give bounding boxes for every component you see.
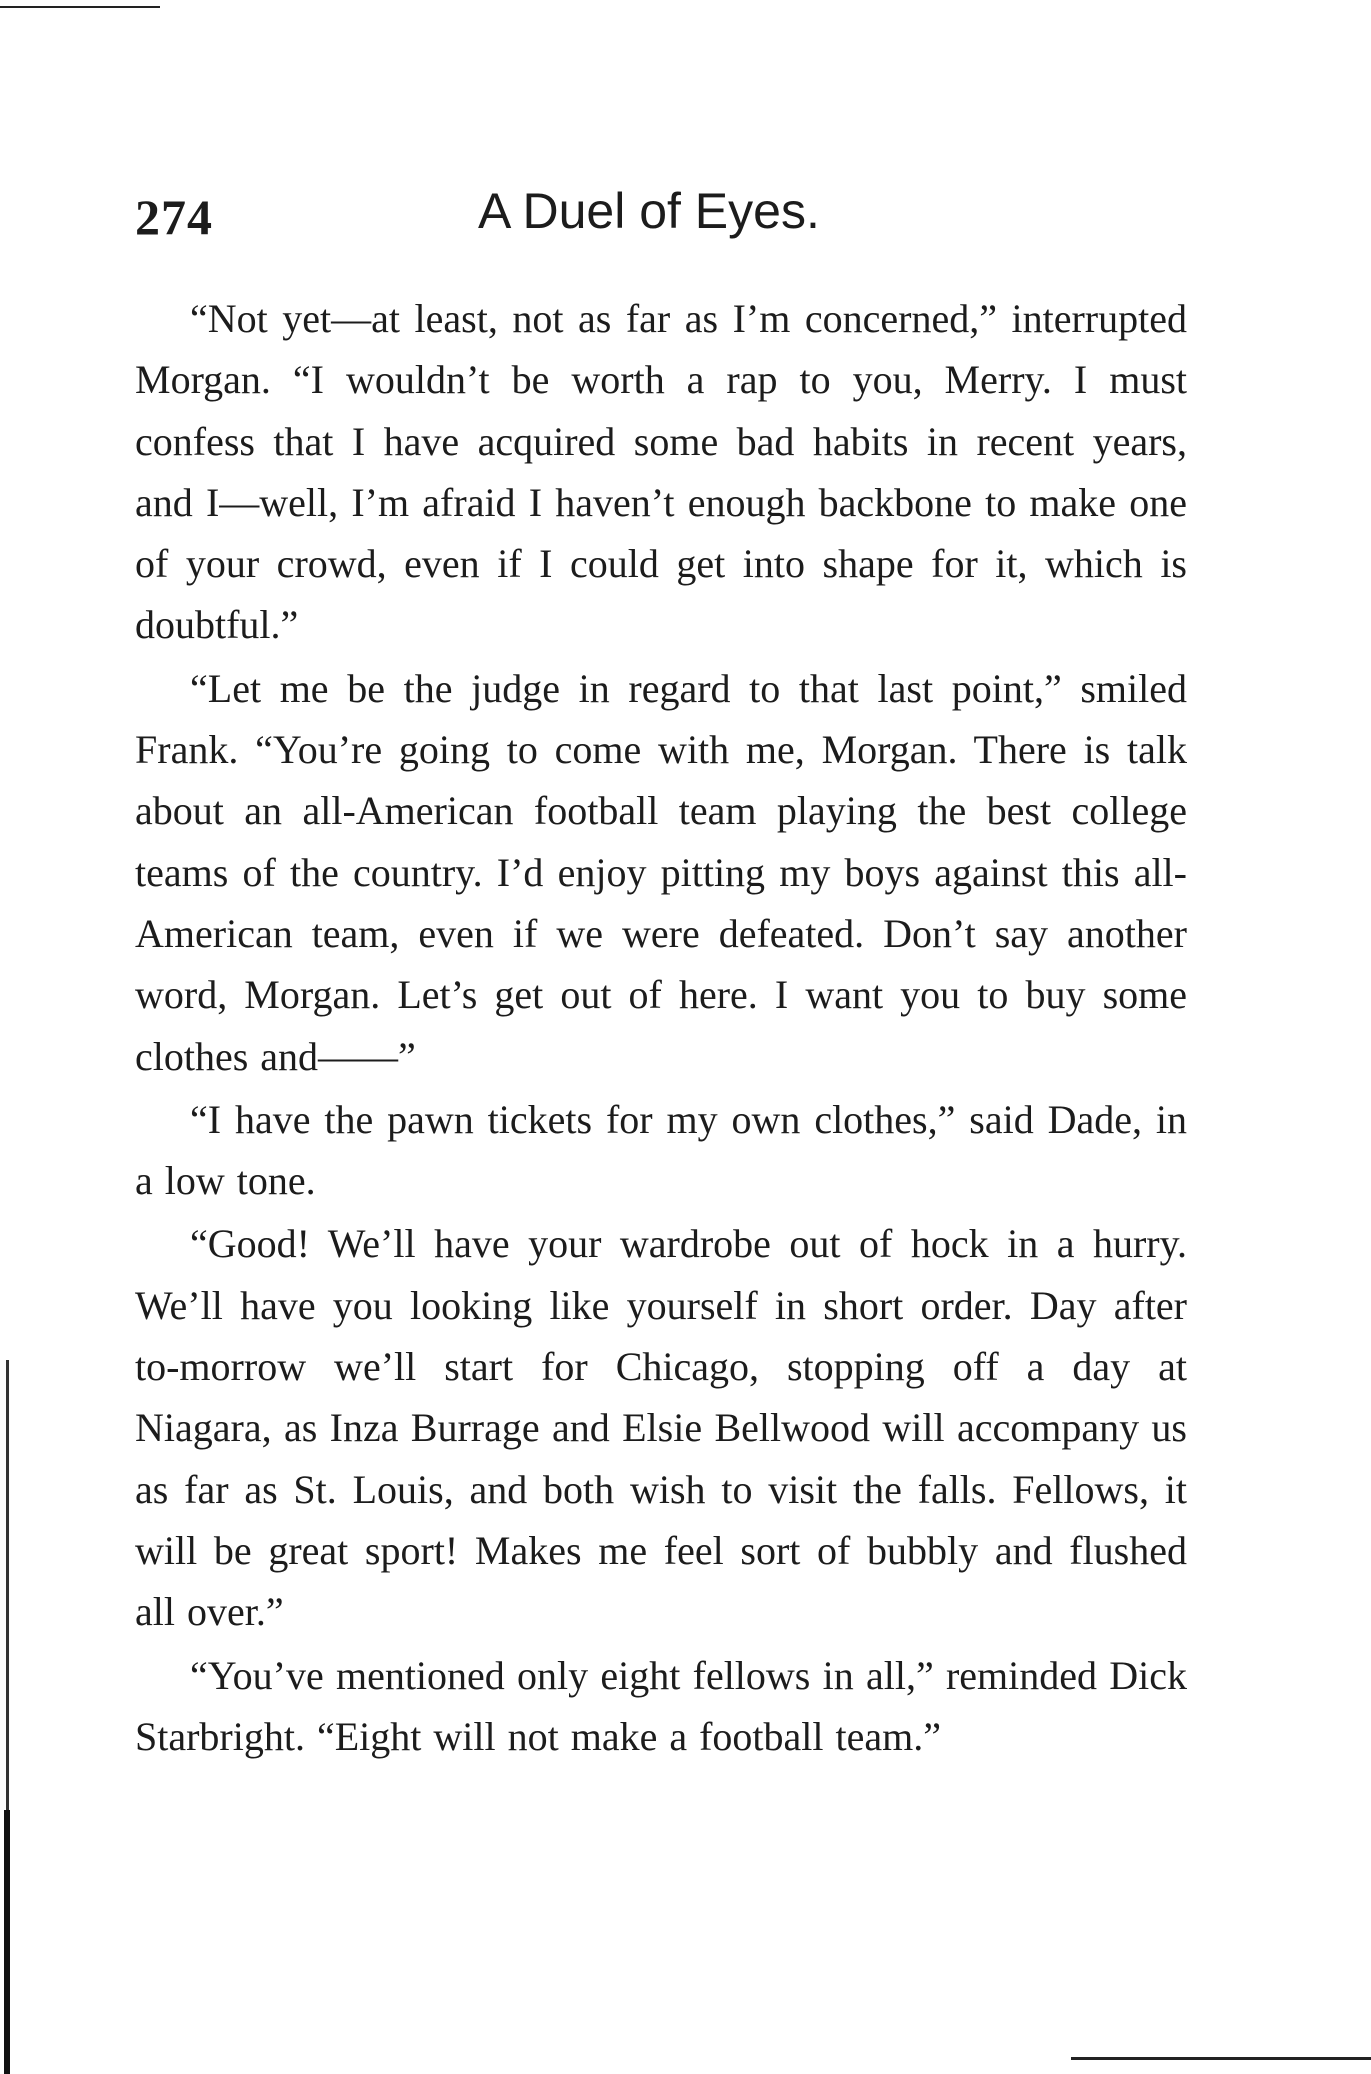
book-page xyxy=(135,178,1187,1769)
top-edge-rule xyxy=(0,6,160,8)
paragraph: “I have the pawn tickets for my own clothes,” said Dade, in a low tone. xyxy=(135,1096,1187,1204)
paragraph: “Let me be the judge in regard to that last point,” smiled Frank. “You’re going to come with me, Morgan. There is talk about an all-American football team playing the best college teams of the country. I’d enjoy pitting my boys against this all-American team, even if we were defeated. Don’t say another word, Morgan. Let’s get out of here. I want you to buy some clothes and——” xyxy=(135,665,1187,1079)
running-head xyxy=(135,178,1187,258)
page-number: 274 xyxy=(135,189,213,245)
scan-margin-edge xyxy=(4,1810,10,2074)
page-title: A Duel of Eyes. xyxy=(478,183,820,239)
paragraph: “You’ve mentioned only eight fellows in all,” reminded Dick Starbright. “Eight will not make a football team.” xyxy=(135,1652,1187,1759)
paragraph: “Not yet—at least, not as far as I’m concerned,” interrupted Morgan. “I wouldn’t be worth a rap to you, Merry. I must confess that I have acquired some bad habits in recent years, and I—well, I’m afraid I haven’t enough backbone to make one of your crowd, even if I could get into shape for it, which is doubtful.” xyxy=(135,296,1187,648)
paragraph: “Good! We’ll have your wardrobe out of hock in a hurry. We’ll have you looking like yourself in short order. Day after to-morrow we’ll start for Chicago, stopping off a day at Niagara, as Inza Burrage and Elsie Bellwood will accompany us as far as St. Louis, and both wish to visit the falls. Fellows, it will be great sport! Makes me feel sort of bubbly and flushed all over.” xyxy=(135,1221,1187,1635)
bottom-edge-rule xyxy=(1071,2057,1371,2060)
